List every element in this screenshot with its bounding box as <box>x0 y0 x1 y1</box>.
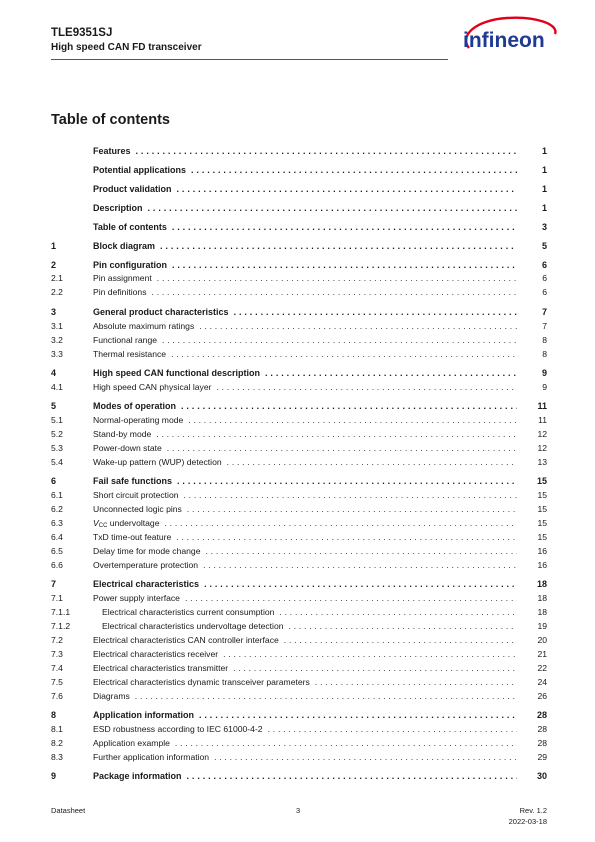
toc-entry <box>93 400 547 413</box>
toc-page-number[interactable]: 5 <box>517 240 547 253</box>
toc-label[interactable]: High speed CAN functional description <box>93 368 265 378</box>
toc-page-number[interactable]: 18 <box>517 606 547 619</box>
toc-row[interactable] <box>0 517 595 530</box>
toc-entry <box>93 751 547 764</box>
toc-number: 7.4 <box>51 663 63 673</box>
toc-entry <box>93 442 547 455</box>
toc-page-number[interactable]: 28 <box>517 737 547 750</box>
toc-entry <box>93 272 547 285</box>
toc-entry <box>93 662 547 675</box>
toc-label[interactable]: High speed CAN physical layer <box>93 382 216 392</box>
toc-row[interactable] <box>0 737 595 750</box>
toc-number: 8 <box>51 710 57 720</box>
toc-row[interactable] <box>0 202 595 215</box>
toc-number: 6.2 <box>51 504 63 514</box>
toc-entry <box>93 414 547 427</box>
toc-page-number[interactable]: 19 <box>517 620 547 633</box>
toc-number: 6.5 <box>51 546 63 556</box>
toc-number: 2.1 <box>51 273 63 283</box>
toc-label[interactable]: Pin definitions <box>93 287 152 297</box>
toc-entry <box>93 517 547 530</box>
toc-label[interactable]: Electrical characteristics <box>93 579 204 589</box>
toc-row[interactable] <box>0 381 595 394</box>
toc-number: 1 <box>51 241 57 251</box>
toc-page-number[interactable]: 30 <box>517 770 547 783</box>
toc-entry <box>93 334 547 347</box>
page-title: Table of contents <box>51 112 170 128</box>
toc-page-number[interactable]: 18 <box>517 592 547 605</box>
toc-entry <box>93 456 547 469</box>
toc-label[interactable]: TxD time-out feature <box>93 532 176 542</box>
toc-page-number[interactable]: 21 <box>517 648 547 661</box>
toc-label[interactable]: Normal-operating mode <box>93 415 188 425</box>
toc-number: 3.3 <box>51 349 63 359</box>
toc-row[interactable] <box>0 183 595 196</box>
toc-page-number[interactable]: 8 <box>517 348 547 361</box>
toc-label[interactable]: Application information <box>93 710 199 720</box>
toc-entry <box>93 259 547 272</box>
toc-page-number[interactable]: 1 <box>517 164 547 177</box>
toc-row[interactable] <box>0 145 595 158</box>
toc-label[interactable]: Absolute maximum ratings <box>93 321 199 331</box>
toc-page-number[interactable]: 16 <box>517 545 547 558</box>
toc-entry <box>93 545 547 558</box>
toc-entry <box>93 286 547 299</box>
toc-row[interactable] <box>0 489 595 502</box>
toc-number: 3.1 <box>51 321 63 331</box>
toc-row[interactable] <box>0 620 595 633</box>
toc-row[interactable] <box>0 545 595 558</box>
toc-label[interactable]: Electrical characteristics current consumption <box>102 607 279 617</box>
toc-row[interactable] <box>0 164 595 177</box>
toc-page-number[interactable]: 20 <box>517 634 547 647</box>
toc-row[interactable] <box>0 286 595 299</box>
toc-page-number[interactable]: 3 <box>517 221 547 234</box>
toc-page-number[interactable]: 8 <box>517 334 547 347</box>
toc-number: 5.2 <box>51 429 63 439</box>
toc-row[interactable] <box>0 662 595 675</box>
toc-page-number[interactable]: 11 <box>517 414 547 427</box>
toc-row[interactable] <box>0 751 595 764</box>
toc-label[interactable]: Diagrams <box>93 691 135 701</box>
toc-page-number[interactable]: 26 <box>517 690 547 703</box>
toc-label[interactable]: Pin configuration <box>93 260 172 270</box>
toc-label[interactable]: Description <box>93 203 148 213</box>
toc-label[interactable]: Wake-up pattern (WUP) detection <box>93 457 227 467</box>
footer-date: 2022-03-18 <box>508 817 547 826</box>
toc-entry <box>93 723 547 736</box>
toc-page-number[interactable]: 15 <box>517 531 547 544</box>
toc-page-number[interactable]: 1 <box>517 202 547 215</box>
toc-number: 7.5 <box>51 677 63 687</box>
toc-number: 4 <box>51 368 57 378</box>
toc-entry <box>93 240 547 253</box>
toc-entry <box>93 164 547 177</box>
toc-row[interactable] <box>0 606 595 619</box>
toc-label[interactable]: Features <box>93 146 136 156</box>
toc-entry <box>93 531 547 544</box>
toc-label[interactable]: Block diagram <box>93 241 160 251</box>
toc-number: 4.1 <box>51 382 63 392</box>
toc-row[interactable] <box>0 676 595 689</box>
toc-entry <box>93 428 547 441</box>
toc-number: 5.3 <box>51 443 63 453</box>
toc-entry <box>93 221 547 234</box>
toc-page-number[interactable]: 28 <box>517 709 547 722</box>
toc-page-number[interactable]: 6 <box>517 272 547 285</box>
toc-page-number[interactable]: 1 <box>517 183 547 196</box>
toc-entry <box>93 770 547 783</box>
toc-row[interactable] <box>0 240 595 253</box>
header-subtitle: High speed CAN FD transceiver <box>51 42 202 53</box>
toc-entry <box>93 634 547 647</box>
toc-row[interactable] <box>0 503 595 516</box>
toc-page-number[interactable]: 24 <box>517 676 547 689</box>
toc-row[interactable] <box>0 559 595 572</box>
toc-number: 7 <box>51 579 57 589</box>
infineon-logo <box>455 14 565 64</box>
toc-row[interactable] <box>0 428 595 441</box>
toc-page-number[interactable]: 12 <box>517 428 547 441</box>
toc-number: 6.3 <box>51 518 63 528</box>
toc-entry <box>93 306 547 319</box>
toc-page-number[interactable]: 1 <box>517 145 547 158</box>
toc-page-number[interactable]: 28 <box>517 723 547 736</box>
toc-label[interactable]: Overtemperature protection <box>93 560 203 570</box>
toc-entry <box>93 503 547 516</box>
toc-row[interactable] <box>0 456 595 469</box>
footer-page-number: 3 <box>296 806 301 815</box>
toc-page-number[interactable]: 7 <box>517 320 547 333</box>
toc-label[interactable]: Product validation <box>93 184 177 194</box>
toc-row[interactable] <box>0 690 595 703</box>
toc-label[interactable]: Electrical characteristics CAN controller interface <box>93 635 284 645</box>
toc-number: 5 <box>51 401 57 411</box>
toc-entry <box>93 648 547 661</box>
toc-number: 2.2 <box>51 287 63 297</box>
toc-label[interactable]: Thermal resistance <box>93 349 171 359</box>
toc-number: 6.6 <box>51 560 63 570</box>
toc-label-symbol: V <box>93 518 99 528</box>
toc-label[interactable]: Functional range <box>93 335 162 345</box>
toc-entry <box>93 709 547 722</box>
toc-number: 2 <box>51 260 57 270</box>
toc-label[interactable]: Electrical characteristics transmitter <box>93 663 233 673</box>
toc-entry <box>93 183 547 196</box>
toc-page-number[interactable]: 16 <box>517 559 547 572</box>
toc-number: 7.2 <box>51 635 63 645</box>
toc-number: 3.2 <box>51 335 63 345</box>
toc-entry <box>93 592 547 605</box>
toc-row[interactable] <box>0 709 595 722</box>
toc-label[interactable]: Package information <box>93 771 187 781</box>
toc-label[interactable]: Stand-by mode <box>93 429 156 439</box>
toc-row[interactable] <box>0 400 595 413</box>
toc-page-number[interactable]: 7 <box>517 306 547 319</box>
toc-number: 7.1.2 <box>51 621 71 631</box>
toc-row[interactable] <box>0 531 595 544</box>
toc-label-text: undervoltage <box>109 518 160 528</box>
toc-label[interactable]: Modes of operation <box>93 401 181 411</box>
toc-entry <box>93 489 547 502</box>
toc-page-number[interactable]: 12 <box>517 442 547 455</box>
toc-entry <box>93 690 547 703</box>
toc-row[interactable] <box>0 723 595 736</box>
toc-label[interactable]: Application example <box>93 738 175 748</box>
toc-page-number[interactable]: 6 <box>517 259 547 272</box>
toc-row[interactable] <box>0 221 595 234</box>
toc-entry <box>102 606 547 619</box>
toc-label[interactable]: Fail safe functions <box>93 476 177 486</box>
toc-label[interactable]: Electrical characteristics receiver <box>93 649 223 659</box>
toc-label[interactable]: Table of contents <box>93 222 172 232</box>
toc-row[interactable] <box>0 259 595 272</box>
toc-label[interactable]: Short circuit protection <box>93 490 184 500</box>
toc-number: 5.1 <box>51 415 63 425</box>
toc-row[interactable] <box>0 334 595 347</box>
toc-page-number[interactable]: 9 <box>517 367 547 380</box>
toc-number: 6.4 <box>51 532 63 542</box>
toc-page-number[interactable]: 15 <box>517 489 547 502</box>
toc-label[interactable] <box>93 518 165 528</box>
toc-row[interactable] <box>0 648 595 661</box>
toc-label-subscript: CC <box>98 523 108 529</box>
toc-number: 6 <box>51 476 57 486</box>
toc-row[interactable] <box>0 272 595 285</box>
toc-label[interactable]: ESD robustness according to IEC 61000-4-2 <box>93 724 268 734</box>
toc-number: 7.1.1 <box>51 607 71 617</box>
toc-number: 7.6 <box>51 691 63 701</box>
toc-entry <box>93 320 547 333</box>
toc-entry <box>102 620 547 633</box>
toc-entry <box>93 475 547 488</box>
toc-label[interactable]: Pin assignment <box>93 273 157 283</box>
toc-number: 7.1 <box>51 593 63 603</box>
toc-page-number[interactable]: 6 <box>517 286 547 299</box>
toc-entry <box>93 381 547 394</box>
toc-number: 9 <box>51 771 57 781</box>
toc-page-number[interactable]: 11 <box>517 400 547 413</box>
toc-label[interactable]: Electrical characteristics dynamic transceiver parameters <box>93 677 315 687</box>
toc-label[interactable]: Power-down state <box>93 443 167 453</box>
toc-row[interactable] <box>0 442 595 455</box>
toc-page-number[interactable]: 15 <box>517 517 547 530</box>
toc-label[interactable]: Unconnected logic pins <box>93 504 187 514</box>
footer-doc-type: Datasheet <box>51 806 86 815</box>
toc-label[interactable]: Potential applications <box>93 165 191 175</box>
toc-row[interactable] <box>0 306 595 319</box>
toc-number: 8.1 <box>51 724 63 734</box>
toc-number: 7.3 <box>51 649 63 659</box>
header-title: TLE9351SJ <box>51 27 113 39</box>
toc-number: 6.1 <box>51 490 63 500</box>
toc-row[interactable] <box>0 578 595 591</box>
toc-row[interactable] <box>0 475 595 488</box>
toc-number: 8.3 <box>51 752 63 762</box>
toc-row[interactable] <box>0 320 595 333</box>
toc-entry <box>93 559 547 572</box>
toc-entry <box>93 202 547 215</box>
toc-label[interactable]: General product characteristics <box>93 307 234 317</box>
toc-number: 3 <box>51 307 57 317</box>
toc-entry <box>93 676 547 689</box>
toc-label[interactable]: Delay time for mode change <box>93 546 205 556</box>
logo-wordmark: infineon <box>463 29 545 52</box>
toc-page-number[interactable]: 15 <box>517 475 547 488</box>
toc-page-number[interactable]: 13 <box>517 456 547 469</box>
toc-page-number[interactable]: 22 <box>517 662 547 675</box>
footer-revision: Rev. 1.2 <box>519 806 547 815</box>
toc-page-number[interactable]: 18 <box>517 578 547 591</box>
toc-entry <box>93 578 547 591</box>
toc-label[interactable]: Electrical characteristics undervoltage detection <box>102 621 289 631</box>
toc-row[interactable] <box>0 770 595 783</box>
toc-row[interactable] <box>0 414 595 427</box>
toc-number: 5.4 <box>51 457 63 467</box>
toc-row[interactable] <box>0 348 595 361</box>
toc-entry <box>93 367 547 380</box>
toc-row[interactable] <box>0 367 595 380</box>
toc-page-number[interactable]: 9 <box>517 381 547 394</box>
toc-page-number[interactable]: 15 <box>517 503 547 516</box>
toc-row[interactable] <box>0 592 595 605</box>
toc-page-number[interactable]: 29 <box>517 751 547 764</box>
toc-entry <box>93 737 547 750</box>
toc-label[interactable]: Power supply interface <box>93 593 185 603</box>
toc-number: 8.2 <box>51 738 63 748</box>
toc-row[interactable] <box>0 634 595 647</box>
toc-label[interactable]: Further application information <box>93 752 214 762</box>
toc-entry <box>93 145 547 158</box>
toc-entry <box>93 348 547 361</box>
header-rule <box>51 59 448 60</box>
